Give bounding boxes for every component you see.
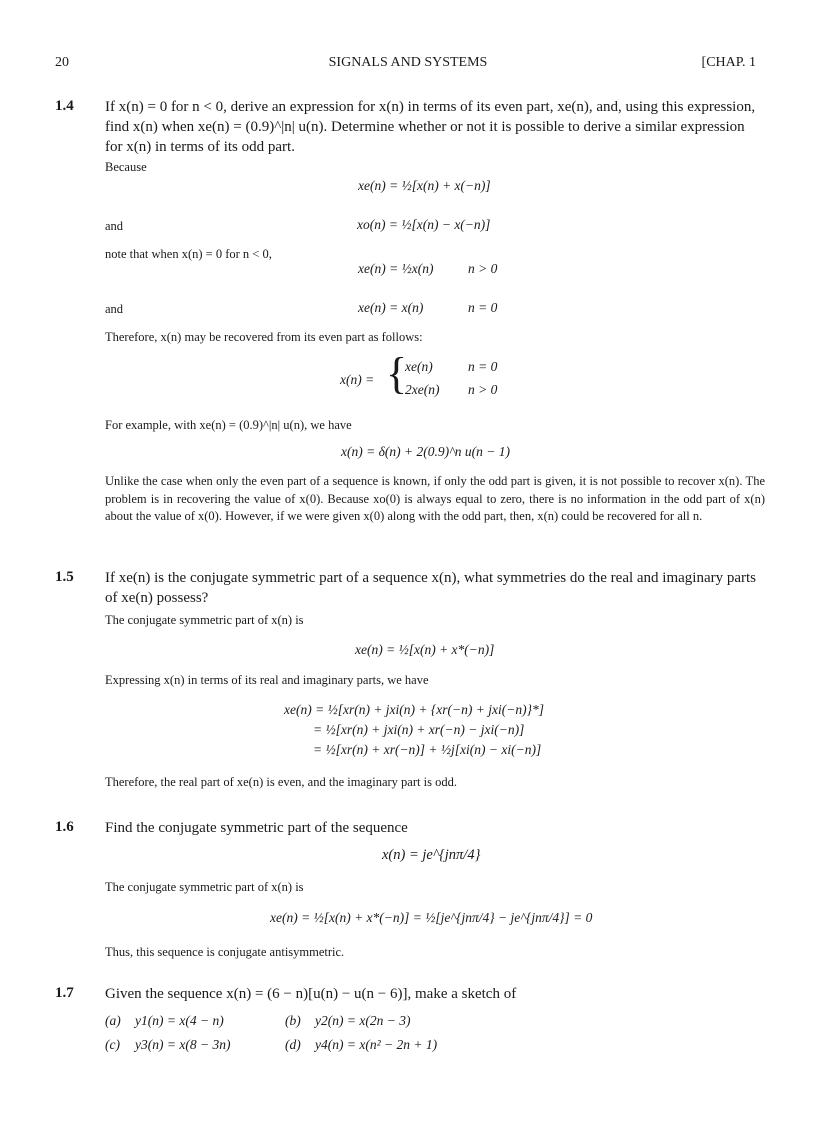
because-text: Because bbox=[105, 160, 147, 174]
piecewise-row-1: xe(n) bbox=[405, 359, 433, 374]
item-expression: y2(n) = x(2n − 3) bbox=[315, 1013, 411, 1028]
equation-conjugate-result: xe(n) = ½[x(n) + x*(−n)] = ½[je^{jnπ/4} − je^{jnπ/4}] = 0 bbox=[270, 910, 593, 925]
and-text: and bbox=[105, 219, 124, 233]
note-text: note that when x(n) = 0 for n < 0, bbox=[105, 247, 272, 261]
item-label: (d) bbox=[285, 1037, 301, 1052]
running-title: SIGNALS AND SYSTEMS bbox=[328, 55, 488, 70]
equation-sequence: x(n) = je^{jnπ/4} bbox=[382, 847, 481, 863]
problem-number-1-6: 1.6 bbox=[55, 819, 74, 835]
equation-expansion-line-1: xe(n) = ½[xr(n) + jxi(n) + {xr(−n) + jxi(−n)}*] bbox=[284, 702, 545, 717]
piecewise-row-2: 2xe(n) bbox=[405, 382, 440, 397]
item-expression: y3(n) = x(8 − 3n) bbox=[135, 1037, 231, 1052]
item-expression: y4(n) = x(n² − 2n + 1) bbox=[315, 1037, 438, 1052]
therefore-text: Therefore, x(n) may be recovered from its even part as follows: bbox=[105, 330, 423, 344]
problem-number-1-4: 1.4 bbox=[55, 98, 74, 114]
chapter-label: [CHAP. 1 bbox=[701, 55, 756, 70]
problem-1-5-question: If xe(n) is the conjugate symmetric part of a sequence x(n), what symmetries do the real and imaginary parts of xe(n) possess? bbox=[105, 570, 757, 606]
odd-part-discussion: Unlike the case when only the even part of a sequence is known, if only the odd part is given, it is not possible to recover x(n). The problem is in recovering the value of x(0). Because xo(0) is always equal to zero, there is no information in the odd part of x(n) about the value of x(0). However, if we were given x(0) along with the odd part, then, x(n) could be recovered for all n. bbox=[105, 474, 765, 523]
piecewise-lhs: x(n) = bbox=[340, 372, 375, 387]
equation-conjugate-symmetric: xe(n) = ½[x(n) + x*(−n)] bbox=[355, 642, 495, 657]
equation-even-zero: xe(n) = x(n) bbox=[358, 300, 424, 315]
and-text: and bbox=[105, 302, 124, 316]
equation-condition: n > 0 bbox=[468, 261, 498, 276]
equation-even-half: xe(n) = ½x(n) bbox=[358, 261, 434, 276]
intro-text: The conjugate symmetric part of x(n) is bbox=[105, 880, 304, 894]
item-expression: y1(n) = x(4 − n) bbox=[135, 1013, 224, 1028]
problem-number-1-7: 1.7 bbox=[55, 985, 74, 1001]
problem-1-6-question: Find the conjugate symmetric part of the sequence bbox=[105, 820, 408, 836]
problem-1-4-question: If x(n) = 0 for n < 0, derive an expression for x(n) in terms of its even part, xe(n), and, using this expression, find x(n) when xe(n) = (0.9)^|n| u(n). Determine whether or not it is possible to derive a similar expression for x(n) in terms of its odd part. bbox=[105, 99, 756, 155]
item-label: (b) bbox=[285, 1013, 301, 1028]
page-number: 20 bbox=[55, 55, 69, 70]
brace-icon: { bbox=[386, 349, 408, 398]
problem-1-7-question: Given the sequence x(n) = (6 − n)[u(n) − u(n − 6)], make a sketch of bbox=[105, 986, 517, 1002]
equation-odd-part: xo(n) = ½[x(n) − x(−n)] bbox=[357, 217, 491, 232]
conclusion-text: Therefore, the real part of xe(n) is even, and the imaginary part is odd. bbox=[105, 775, 457, 789]
equation-expansion-line-2: = ½[xr(n) + jxi(n) + xr(−n) − jxi(−n)] bbox=[313, 722, 525, 737]
equation-condition: n = 0 bbox=[468, 300, 498, 315]
example-text: For example, with xe(n) = (0.9)^|n| u(n), we have bbox=[105, 418, 352, 432]
conclusion-text: Thus, this sequence is conjugate antisymmetric. bbox=[105, 945, 345, 959]
intro-text: The conjugate symmetric part of x(n) is bbox=[105, 613, 304, 627]
item-label: (a) bbox=[105, 1013, 121, 1028]
expressing-text: Expressing x(n) in terms of its real and imaginary parts, we have bbox=[105, 673, 429, 687]
equation-condition: n = 0 bbox=[468, 359, 498, 374]
item-label: (c) bbox=[105, 1037, 120, 1052]
problem-number-1-5: 1.5 bbox=[55, 569, 74, 585]
equation-expansion-line-3: = ½[xr(n) + xr(−n)] + ½j[xi(n) − xi(−n)] bbox=[313, 742, 542, 757]
equation-even-part: xe(n) = ½[x(n) + x(−n)] bbox=[358, 178, 491, 193]
equation-condition: n > 0 bbox=[468, 382, 498, 397]
equation-example-result: x(n) = δ(n) + 2(0.9)^n u(n − 1) bbox=[341, 444, 511, 459]
